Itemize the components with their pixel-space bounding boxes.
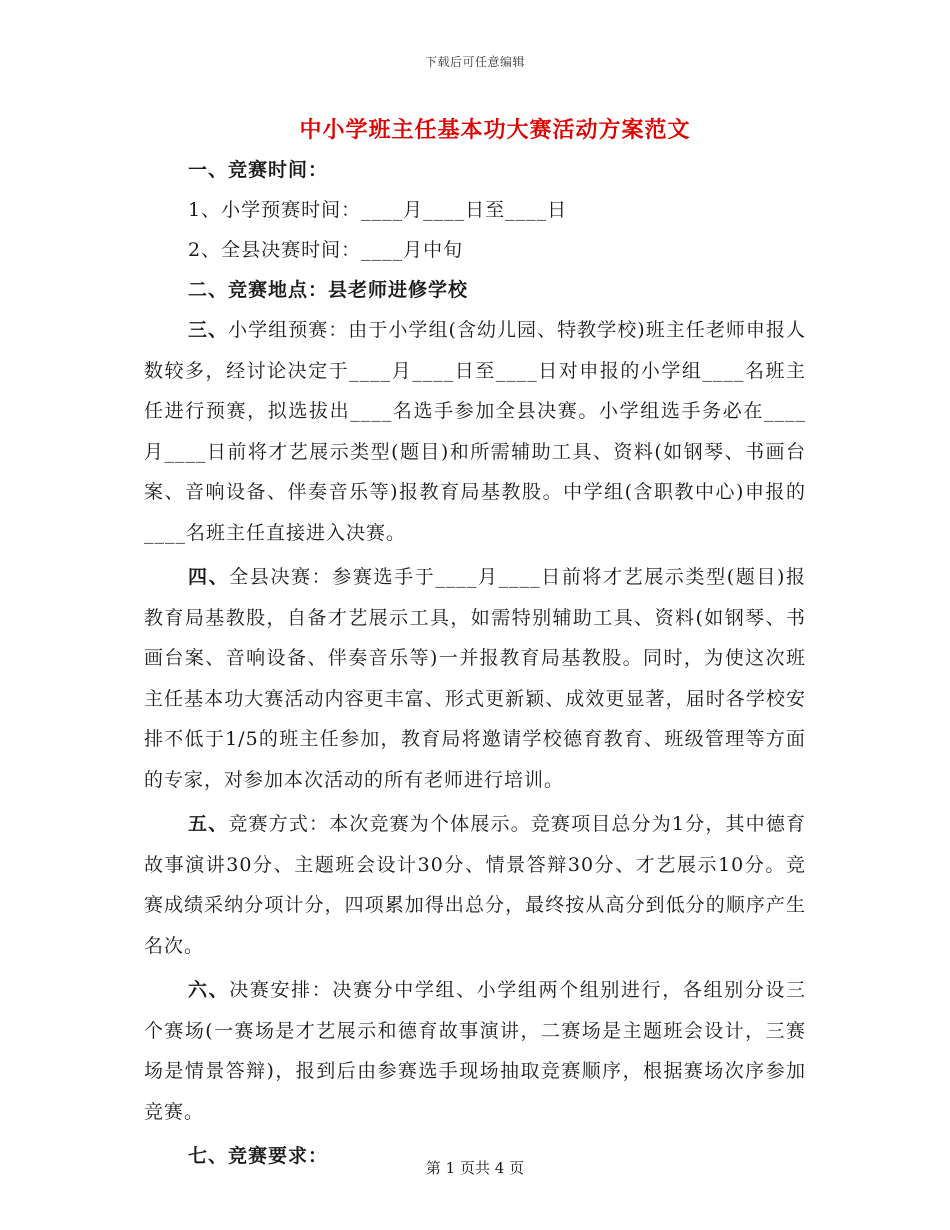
section-1-heading: 一、竞赛时间：: [188, 159, 329, 181]
section-5-text: 竞赛方式：本次竞赛为个体展示。竞赛项目总分为1分，其中德育故事演讲30分、主题班会设计30分、情景答辩30分、才艺展示10分。竞赛成绩采纳分项计分，四项累加得出总分，最终按从高分到低分的顺序产生名次。: [144, 813, 806, 957]
section-5-paragraph: [144, 804, 806, 966]
section-5-lead: 五、: [188, 813, 229, 835]
header-note: 下载后可任意编辑: [424, 55, 525, 69]
section-6-paragraph: [144, 970, 806, 1132]
section-1-line-1: 1、小学预赛时间：____月____日至____日: [188, 199, 568, 221]
section-4-paragraph: [144, 557, 806, 800]
section-2-heading: 二、竞赛地点：县老师进修学校: [188, 279, 469, 301]
section-4-text: 全县决赛：参赛选手于____月____日前将才艺展示类型(题目)报教育局基教股，自备才艺展示工具，如需特别辅助工具、资料(如钢琴、书画台案、音响设备、伴奏音乐等)一并报教育局基教股。同时，为使这次班主任基本功大赛活动内容更丰富、形式更新颖、成效更显著，届时各学校安排不低于1/5的班主任参加，教育局将邀请学校德育教育、班级管理等方面的专家，对参加本次活动的所有老师进行培训。: [144, 566, 806, 791]
document-title: 中小学班主任基本功大赛活动方案范文: [299, 117, 691, 143]
page-footer: 第 1 页共 4 页: [425, 1159, 525, 1177]
section-1-line-2: 2、全县决赛时间：____月中旬: [188, 239, 464, 261]
section-7-heading: 七、竞赛要求：: [188, 1145, 329, 1167]
section-4-lead: 四、: [188, 566, 230, 588]
section-3-text: 小学组预赛：由于小学组(含幼儿园、特教学校)班主任老师申报人数较多，经讨论决定于____月____日至____日对申报的小学组____名班主任进行预赛，拟选拔出____名选手参加全县决赛。小学组选手务必在____月____日前将才艺展示类型(题目)和所需辅助工具、资料(如钢琴、书画台案、音响设备、伴奏音乐等)报教育局基教股。中学组(含职教中心)申报的____名班主任直接进入决赛。: [144, 319, 806, 544]
document-body: [144, 150, 806, 1176]
section-6-lead: 六、: [188, 979, 230, 1001]
section-3-paragraph: [144, 310, 806, 553]
section-3-lead: 三、: [188, 319, 229, 341]
section-6-text: 决赛安排：决赛分中学组、小学组两个组别进行，各组别分设三个赛场(一赛场是才艺展示和德育故事演讲，二赛场是主题班会设计，三赛场是情景答辩)，报到后由参赛选手现场抽取竞赛顺序，根据赛场次序参加竞赛。: [144, 979, 806, 1123]
